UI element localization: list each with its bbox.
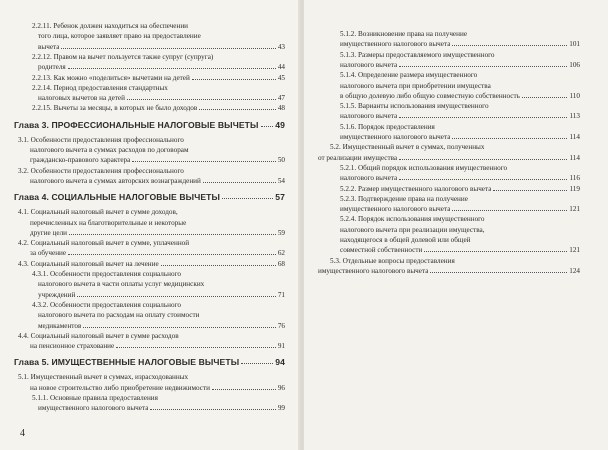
- toc-entry: [340, 51, 580, 59]
- dot-leader: [68, 254, 276, 255]
- toc-entry: [32, 301, 285, 309]
- toc-entry: [340, 82, 580, 90]
- toc-entry-title: 5.1.5. Варианты использования имущественного: [340, 102, 489, 111]
- toc-entry: [30, 342, 285, 350]
- right-toc: [304, 0, 608, 450]
- dot-leader: [83, 327, 275, 328]
- toc-entry-page: 106: [569, 60, 580, 69]
- toc-entry: [30, 146, 285, 154]
- toc-entry-title: налогового вычета: [340, 112, 398, 121]
- dot-leader: [132, 161, 275, 162]
- toc-entry-title: 4.3.2. Особенности предоставления социального: [32, 300, 181, 309]
- toc-entry-title: 5.2.1. Общий порядок использования имущественного: [340, 163, 508, 172]
- toc-entry: [18, 136, 285, 144]
- dot-leader: [68, 68, 276, 69]
- dot-leader: [161, 265, 276, 266]
- toc-chapter-heading: [14, 193, 285, 201]
- toc-entry: [38, 43, 285, 51]
- toc-entry-title: 5.1.6. Порядок предоставления: [340, 122, 435, 131]
- toc-entry: [38, 94, 285, 102]
- toc-entry: [30, 177, 285, 185]
- toc-entry: [38, 322, 285, 330]
- toc-entry-title: 4.3.1. Особенности предоставления социального: [32, 270, 181, 278]
- toc-entry: [30, 249, 285, 257]
- toc-entry: [330, 257, 580, 265]
- toc-entry: [32, 84, 285, 92]
- toc-entry-page: 59: [277, 228, 285, 237]
- toc-entry-page: 76: [277, 321, 285, 330]
- toc-entry-title: налогового вычета при реализации имущества,: [340, 225, 485, 234]
- toc-entry: [38, 404, 285, 412]
- toc-entry-title: совместной собственности: [340, 246, 423, 255]
- toc-entry-title: 5.2. Имущественный вычет в суммах, полученных: [330, 143, 485, 152]
- toc-entry-title: вычета: [38, 42, 60, 51]
- dot-leader: [192, 79, 276, 80]
- toc-entry-title: имущественного налогового вычета: [38, 404, 149, 413]
- toc-entry-title: налогового вычета: [340, 60, 398, 69]
- toc-entry-page: 101: [569, 40, 580, 49]
- dot-leader: [150, 409, 275, 410]
- toc-entry-title: 5.2.2. Размер имущественного налогового вычета: [340, 184, 492, 193]
- toc-entry-title: другие цели: [30, 228, 68, 237]
- toc-entry-page: 48: [277, 104, 285, 113]
- left-page: [0, 0, 300, 450]
- toc-entry-title: 3.2. Особенности предоставления профессионального: [18, 166, 184, 175]
- toc-entry-title: 4.4. Социальный налоговый вычет в сумме расходов: [18, 331, 179, 340]
- toc-entry-title: налогового вычета в суммах расходов по договорам: [30, 146, 189, 154]
- dot-leader: [212, 389, 276, 390]
- toc-entry-title: 5.3. Отдельные вопросы предоставления: [330, 256, 455, 265]
- toc-entry-title: Глава 4. СОЦИАЛЬНЫЕ НАЛОГОВЫЕ ВЫЧЕТЫ: [14, 193, 221, 202]
- toc-entry-page: 49: [275, 119, 285, 130]
- dot-leader: [399, 117, 567, 118]
- dot-leader: [261, 126, 274, 127]
- toc-entry-title: на пенсионное страхование: [30, 342, 115, 351]
- toc-entry: [38, 311, 285, 319]
- toc-entry-page: 62: [277, 249, 285, 258]
- toc-entry: [30, 156, 285, 164]
- toc-entry-title: налогового вычета: [340, 174, 398, 183]
- toc-entry-title: за обучение: [30, 249, 67, 258]
- toc-entry-title: находящегося в общей долевой или общей: [340, 236, 471, 244]
- toc-entry: [38, 280, 285, 288]
- toc-entry-title: гражданско-правового характера: [30, 156, 131, 165]
- toc-entry: [340, 215, 580, 223]
- toc-entry-page: 124: [569, 266, 580, 275]
- toc-entry: [340, 226, 580, 234]
- toc-entry: [340, 102, 580, 110]
- toc-entry-title: родителя: [38, 63, 66, 72]
- dot-leader: [399, 159, 567, 160]
- toc-entry-title: 2.2.14. Период предоставления стандартных: [32, 83, 168, 92]
- toc-entry-title: 2.2.12. Правом на вычет пользуется также супруг (супруга): [32, 52, 214, 61]
- toc-entry-title: на новое строительство либо приобретение недвижимости: [30, 383, 210, 392]
- toc-entry-title: учреждений: [38, 290, 76, 299]
- toc-entry: [340, 92, 580, 100]
- toc-entry: [340, 174, 580, 182]
- toc-entry: [32, 270, 285, 278]
- dot-leader: [199, 109, 276, 110]
- left-page-number: 4: [20, 428, 25, 439]
- toc-chapter-heading: [14, 121, 285, 129]
- toc-entry: [30, 384, 285, 392]
- toc-entry: [32, 74, 285, 82]
- toc-entry-title: 5.1. Имущественный вычет в суммах, израсходованных: [18, 373, 189, 382]
- dot-leader: [493, 190, 567, 191]
- toc-entry: [18, 332, 285, 340]
- dot-leader: [69, 234, 276, 235]
- toc-entry: [18, 239, 285, 247]
- toc-entry-title: Глава 5. ИМУЩЕСТВЕННЫЕ НАЛОГОВЫЕ ВЫЧЕТЫ: [14, 358, 240, 367]
- toc-entry: [340, 123, 580, 131]
- toc-entry-page: 68: [277, 259, 285, 268]
- toc-entry-page: 43: [277, 42, 285, 51]
- toc-entry-title: 5.1.4. Определение размера имущественного: [340, 71, 478, 80]
- toc-entry: [340, 133, 580, 141]
- toc-entry: [330, 143, 580, 151]
- toc-entry-page: 121: [569, 246, 580, 255]
- toc-entry-title: 4.3. Социальный налоговый вычет на лечение: [18, 259, 159, 268]
- toc-entry-title: 4.2. Социальный налоговый вычет в сумме, уплаченной: [18, 239, 190, 248]
- toc-entry: [318, 267, 580, 275]
- dot-leader: [241, 363, 273, 364]
- toc-entry: [18, 208, 285, 216]
- toc-entry-title: 5.2.4. Порядок использования имущественного: [340, 215, 485, 224]
- toc-entry-page: 54: [277, 176, 285, 185]
- toc-entry-title: налогового вычета по расходам на оплату стоимости: [38, 311, 200, 320]
- toc-entry: [38, 291, 285, 299]
- toc-entry: [18, 260, 285, 268]
- dot-leader: [452, 45, 567, 46]
- toc-entry-page: 121: [569, 205, 580, 214]
- toc-entry: [340, 246, 580, 254]
- toc-entry-title: налогового вычета в суммах авторских вознаграждений: [30, 176, 201, 185]
- toc-entry: [318, 154, 580, 162]
- dot-leader: [222, 198, 273, 199]
- toc-entry-title: 2.2.15. Вычеты за месяцы, в которых не было доходов: [32, 104, 198, 113]
- toc-entry-title: медикаментов: [38, 321, 82, 330]
- toc-entry-page: 114: [569, 153, 580, 162]
- toc-entry-page: 71: [277, 290, 285, 299]
- toc-entry-page: 45: [277, 73, 285, 82]
- toc-entry: [32, 53, 285, 61]
- toc-entry-page: 91: [277, 342, 285, 351]
- toc-entry-page: 113: [569, 112, 580, 121]
- toc-entry-page: 94: [275, 357, 285, 368]
- dot-leader: [77, 296, 275, 297]
- toc-entry-title: того лица, которое заявляет право на предоставление: [38, 32, 201, 41]
- toc-entry-title: 2.2.13. Как можно «поделиться» вычетами на детей: [32, 73, 190, 82]
- toc-entry-page: 57: [275, 192, 285, 203]
- toc-entry: [340, 185, 580, 193]
- toc-entry-page: 96: [277, 383, 285, 392]
- toc-entry: [340, 164, 580, 172]
- dot-leader: [61, 48, 275, 49]
- toc-entry-title: перечисленных на благотворительные и некоторые: [30, 218, 187, 227]
- toc-entry: [18, 167, 285, 175]
- toc-entry: [32, 22, 285, 30]
- toc-entry-title: Глава 3. ПРОФЕССИОНАЛЬНЫЕ НАЛОГОВЫЕ ВЫЧЕТЫ: [14, 120, 259, 129]
- toc-entry: [340, 112, 580, 120]
- left-toc: [0, 0, 300, 450]
- dot-leader: [399, 66, 567, 67]
- toc-entry: [38, 63, 285, 71]
- toc-entry-title: 5.2.3. Подтверждение права на получение: [340, 194, 468, 203]
- dot-leader: [424, 251, 567, 252]
- toc-entry-title: налогового вычета в части оплаты услуг медицинских: [38, 280, 205, 289]
- toc-entry-page: 116: [569, 174, 580, 183]
- toc-entry-title: 4.1. Социальный налоговый вычет в сумме доходов,: [18, 208, 178, 217]
- toc-entry: [340, 61, 580, 69]
- toc-entry-title: в общую долевую либо общую совместную собственность: [340, 91, 520, 100]
- right-page: [304, 0, 608, 450]
- toc-entry-page: 119: [569, 184, 580, 193]
- toc-entry-title: 2.2.11. Ребенок должен находиться на обеспечении: [32, 22, 189, 30]
- toc-entry-title: имущественного налогового вычета: [318, 266, 429, 275]
- toc-entry: [340, 30, 580, 38]
- toc-entry-page: 50: [277, 156, 285, 165]
- toc-entry: [30, 229, 285, 237]
- toc-entry-page: 99: [277, 404, 285, 413]
- toc-entry-title: от реализации имущества: [318, 153, 398, 162]
- toc-entry: [38, 32, 285, 40]
- toc-entry: [340, 236, 580, 244]
- toc-entry-page: 114: [569, 133, 580, 141]
- toc-entry-title: 5.1.1. Основные правила предоставления: [32, 394, 158, 402]
- toc-entry: [32, 394, 285, 402]
- toc-entry-page: 110: [569, 91, 580, 100]
- toc-entry-title: 3.1. Особенности предоставления профессионального: [18, 135, 184, 144]
- dot-leader: [116, 347, 276, 348]
- toc-entry-title: имущественного налогового вычета: [340, 40, 451, 49]
- dot-leader: [452, 138, 567, 139]
- toc-entry: [340, 40, 580, 48]
- dot-leader: [522, 97, 568, 98]
- toc-entry: [340, 71, 580, 79]
- toc-entry-title: имущественного налогового вычета: [340, 205, 451, 214]
- toc-entry-title: имущественного налогового вычета: [340, 133, 451, 141]
- dot-leader: [452, 210, 567, 211]
- toc-entry-title: 5.1.2. Возникновение права на получение: [340, 30, 468, 38]
- dot-leader: [203, 182, 276, 183]
- toc-entry-page: 44: [277, 63, 285, 72]
- toc-entry: [340, 205, 580, 213]
- toc-entry-title: налоговых вычетов на детей: [38, 94, 125, 103]
- toc-entry-title: 5.1.3. Размеры предоставляемого имущественного: [340, 50, 495, 59]
- dot-leader: [127, 99, 276, 100]
- dot-leader: [430, 272, 567, 273]
- toc-entry-title: налогового вычета при приобретении имущества: [340, 81, 491, 90]
- toc-chapter-heading: [14, 358, 285, 366]
- toc-entry-page: 47: [277, 94, 285, 103]
- toc-entry: [32, 104, 285, 112]
- toc-entry: [30, 219, 285, 227]
- toc-entry: [340, 195, 580, 203]
- dot-leader: [399, 179, 567, 180]
- toc-entry: [18, 373, 285, 381]
